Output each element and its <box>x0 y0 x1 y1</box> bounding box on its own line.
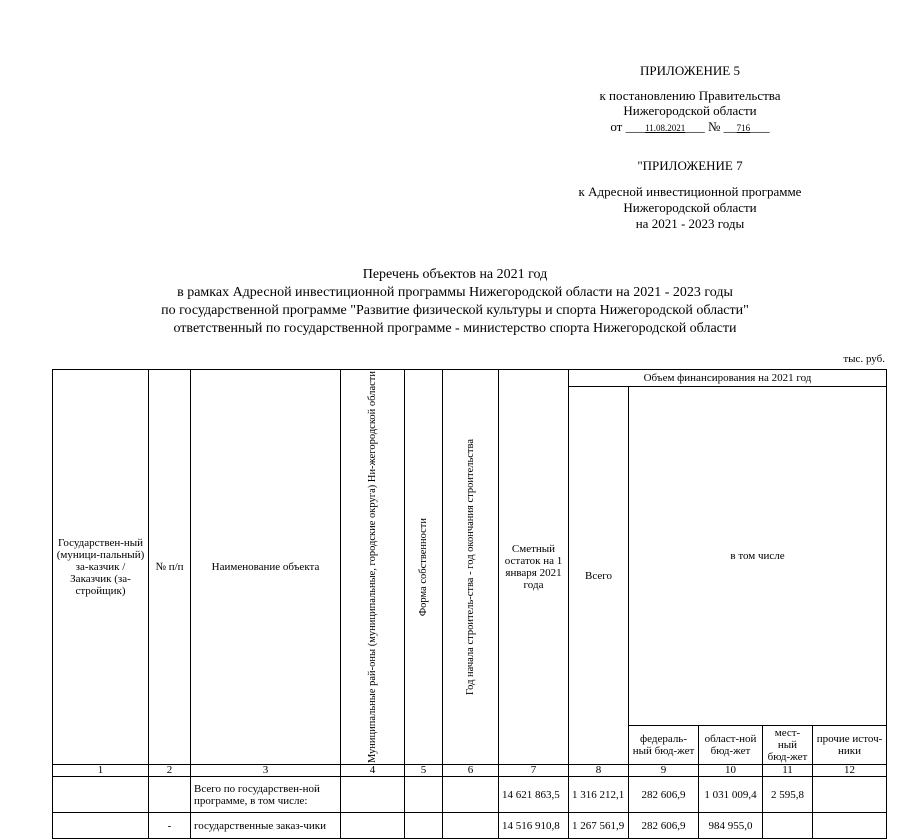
cell-ownership <box>405 813 443 839</box>
header-regional: област-ной бюд-жет <box>699 726 763 765</box>
cell-name: Всего по государствен-ной программе, в том числе: <box>191 777 341 813</box>
table-row <box>53 813 887 839</box>
cell-municipal <box>341 813 405 839</box>
header-years: Год начала строитель-ства - год окончания строительства <box>443 370 499 765</box>
decree-number: 716 <box>736 123 751 133</box>
number-label: № <box>708 119 721 134</box>
colnum: 8 <box>569 765 629 777</box>
header-ownership: Форма собственности <box>405 370 443 765</box>
header-other: прочие источ-ники <box>813 726 887 765</box>
title-line-2: в рамках Адресной инвестиционной программы Нижегородской области на 2021 - 2023 годы <box>177 285 733 300</box>
cell-federal: 282 606,9 <box>629 777 699 813</box>
decree-date-line: от ___11.08.2021___ № __716___ <box>610 119 770 134</box>
program-line-1: к Адресной инвестиционной программе <box>578 184 802 199</box>
header-local: мест-ный бюд-жет <box>763 726 813 765</box>
decree-line-1: к постановлению Правительства <box>599 88 781 103</box>
colnum: 7 <box>499 765 569 777</box>
colnum: 12 <box>813 765 887 777</box>
document-title <box>40 266 870 338</box>
decree-line-2: Нижегородской области <box>623 103 757 118</box>
header-row-1 <box>53 370 887 387</box>
cell-ownership <box>405 777 443 813</box>
colnum: 4 <box>341 765 405 777</box>
cell-customer <box>53 777 149 813</box>
cell-total: 1 267 561,9 <box>569 813 629 839</box>
program-line-2: Нижегородской области <box>623 200 757 215</box>
program-line-3: на 2021 - 2023 годы <box>635 216 745 231</box>
cell-regional: 1 031 009,4 <box>699 777 763 813</box>
header-funding: Объем финансирования на 2021 год <box>569 370 887 387</box>
decree-date: 11.08.2021 <box>645 123 686 133</box>
cell-local <box>763 813 813 839</box>
column-numbers-row <box>53 765 887 777</box>
colnum: 5 <box>405 765 443 777</box>
colnum: 3 <box>191 765 341 777</box>
cell-name: государственные заказ-чики <box>191 813 341 839</box>
cell-customer <box>53 813 149 839</box>
header-including: в том числе <box>629 387 887 726</box>
header-name: Наименование объекта <box>191 370 341 765</box>
cell-years <box>443 777 499 813</box>
objects-table <box>52 369 887 839</box>
cell-balance: 14 516 910,8 <box>499 813 569 839</box>
colnum: 11 <box>763 765 813 777</box>
cell-local: 2 595,8 <box>763 777 813 813</box>
appendix7-heading: "ПРИЛОЖЕНИЕ 7 <box>637 158 743 173</box>
cell-other <box>813 813 887 839</box>
header-total: Всего <box>569 387 629 765</box>
cell-regional: 984 955,0 <box>699 813 763 839</box>
cell-years <box>443 813 499 839</box>
header-num: № п/п <box>149 370 191 765</box>
colnum: 2 <box>149 765 191 777</box>
cell-total: 1 316 212,1 <box>569 777 629 813</box>
header-customer: Государствен-ный (муници-пальный) за-казчик / Заказчик (за-стройщик) <box>53 370 149 765</box>
cell-other <box>813 777 887 813</box>
table-row <box>53 777 887 813</box>
units-label: тыс. руб. <box>843 353 885 365</box>
header-balance: Сметный остаток на 1 января 2021 года <box>499 370 569 765</box>
colnum: 10 <box>699 765 763 777</box>
header-federal: федераль-ный бюд-жет <box>629 726 699 765</box>
from-label: от <box>610 119 623 134</box>
header-municipal: Муниципальные рай-оны (муниципальные, городские округа) Ни-жегородской области <box>341 370 405 765</box>
title-line-1: Перечень объектов на 2021 год <box>362 267 548 282</box>
cell-num <box>149 777 191 813</box>
appendix5-heading: ПРИЛОЖЕНИЕ 5 <box>640 63 740 78</box>
title-line-4: ответственный по государственной программе - министерство спорта Нижегородской области <box>173 321 737 336</box>
colnum: 9 <box>629 765 699 777</box>
title-line-3: по государственной программе "Развитие физической культуры и спорта Нижегородской области" <box>161 303 749 318</box>
colnum: 1 <box>53 765 149 777</box>
colnum: 6 <box>443 765 499 777</box>
cell-num: - <box>149 813 191 839</box>
cell-balance: 14 621 863,5 <box>499 777 569 813</box>
cell-municipal <box>341 777 405 813</box>
cell-federal: 282 606,9 <box>629 813 699 839</box>
